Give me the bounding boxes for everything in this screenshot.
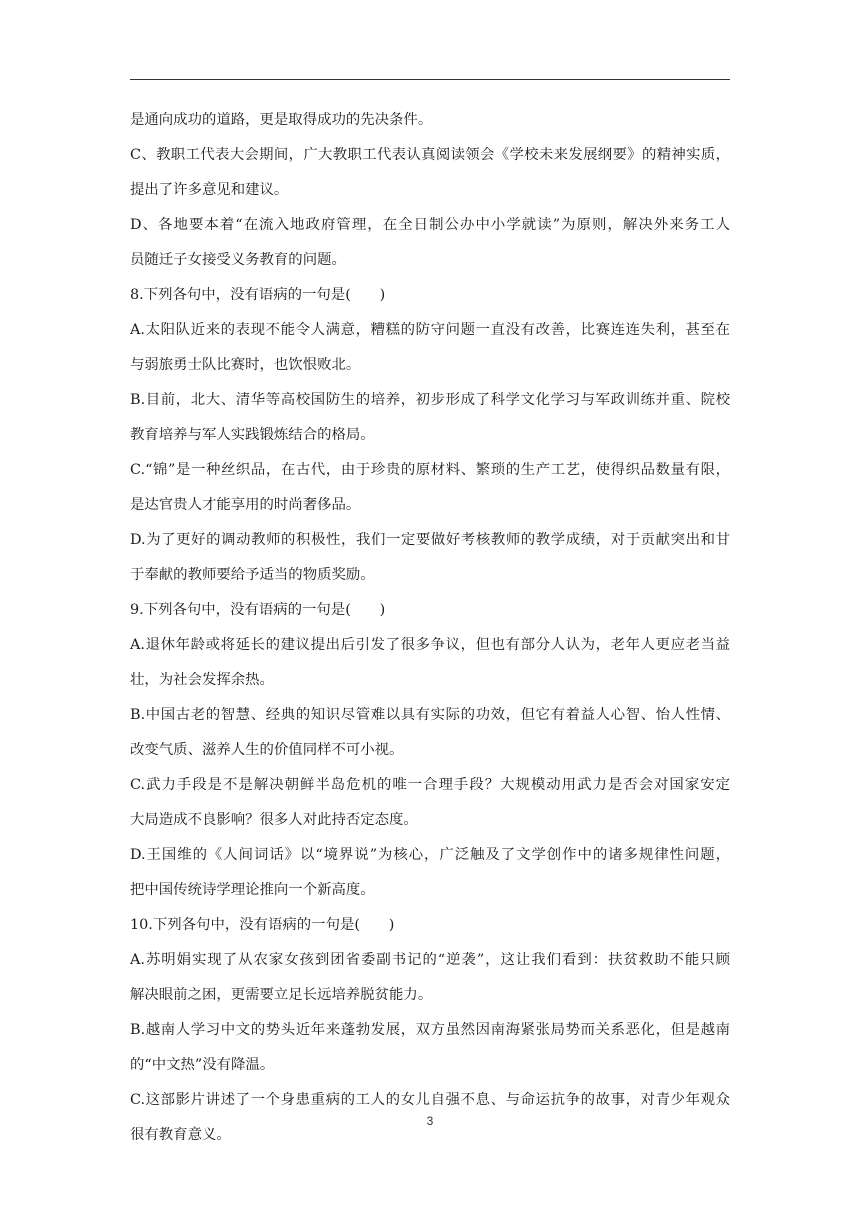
q9-stem (130, 593, 730, 628)
text-line: 的“中文热”没有降温。 (130, 1057, 275, 1073)
text-line: 是通向成功的道路，更是取得成功的先决条件。 (130, 112, 433, 128)
text-line: C.这部影片讲述了一个身患重病的工人的女儿自强不息、与命运抗争的故事，对青少年观众 (130, 1092, 730, 1108)
q8-option-a (130, 313, 730, 383)
text-line: C、教职工代表大会期间，广大教职工代表认真阅读领会《学校未来发展纲要》的精神实质， (130, 147, 730, 163)
prev-item-tail (130, 103, 730, 138)
q10-option-b (130, 1013, 730, 1083)
header-rule (130, 79, 730, 80)
text-line: 员随迁子女接受义务教育的问题。 (130, 252, 346, 268)
text-line: B.目前，北大、清华等高校国防生的培养，初步形成了科学文化学习与军政训练并重、院校 (130, 392, 730, 408)
q8-option-c (130, 453, 730, 523)
text-line: B.中国古老的智慧、经典的知识尽管难以具有实际的功效，但它有着益人心智、怡人性情、 (130, 707, 730, 723)
q8-option-d (130, 523, 730, 593)
page-number: 3 (426, 1114, 434, 1128)
text-line: A.太阳队近来的表现不能令人满意，糟糕的防守问题一直没有改善，比赛连连失利，甚至在 (130, 322, 730, 338)
q7-option-c (130, 138, 730, 208)
text-line: A.苏明娟实现了从农家女孩到团省委副书记的“逆袭”，这让我们看到：扶贫救助不能只顾 (130, 952, 730, 968)
text-line: 提出了许多意见和建议。 (130, 182, 289, 198)
text-line: 很有教育意义。 (130, 1127, 231, 1143)
q9-option-a (130, 628, 730, 698)
text-line: C.武力手段是不是解决朝鲜半岛危机的唯一合理手段？大规模动用武力是否会对国家安定 (130, 777, 730, 793)
text-line: C.“锦”是一种丝织品，在古代，由于珍贵的原材料、繁琐的生产工艺，使得织品数量有限， (130, 462, 730, 478)
text-line: D.为了更好的调动教师的积极性，我们一定要做好考核教师的教学成绩，对于贡献突出和甘 (130, 532, 730, 548)
q8-option-b (130, 383, 730, 453)
text-line: 解决眼前之困，更需要立足长远培养脱贫能力。 (130, 987, 433, 1003)
text-line: D、各地要本着“在流入地政府管理，在全日制公办中小学就读”为原则，解决外来务工人 (130, 217, 730, 233)
text-line: 改变气质、滋养人生的价值同样不可小视。 (130, 742, 404, 758)
text-line: D.王国维的《人间词话》以“境界说”为核心，广泛触及了文学创作中的诸多规律性问题， (130, 847, 730, 863)
text-line: B.越南人学习中文的势头近年来蓬勃发展，双方虽然因南海紧张局势而关系恶化，但是越南 (130, 1022, 730, 1038)
text-line: 8.下列各句中，没有语病的一句是( ) (130, 287, 386, 303)
q7-option-d (130, 208, 730, 278)
text-line: 壮，为社会发挥余热。 (130, 672, 274, 688)
q10-stem (130, 908, 730, 943)
text-line: 是达官贵人才能享用的时尚奢侈品。 (130, 497, 361, 513)
text-line: 把中国传统诗学理论推向一个新高度。 (130, 882, 375, 898)
document-body (130, 103, 730, 1153)
text-line: 9.下列各句中，没有语病的一句是( ) (130, 602, 386, 618)
text-line: 10.下列各句中，没有语病的一句是( ) (130, 917, 395, 933)
text-line: 于奉献的教师要给予适当的物质奖励。 (130, 567, 375, 583)
text-line: 与弱旅勇士队比赛时，也饮恨败北。 (130, 357, 361, 373)
text-line: 教育培养与军人实践锻炼结合的格局。 (130, 427, 375, 443)
q10-option-a (130, 943, 730, 1013)
text-line: 大局造成不良影响？很多人对此持否定态度。 (130, 812, 418, 828)
q9-option-c (130, 768, 730, 838)
q9-option-d (130, 838, 730, 908)
q9-option-b (130, 698, 730, 768)
q8-stem (130, 278, 730, 313)
text-line: A.退休年龄或将延长的建议提出后引发了很多争议，但也有部分人认为，老年人更应老当益 (130, 637, 730, 653)
